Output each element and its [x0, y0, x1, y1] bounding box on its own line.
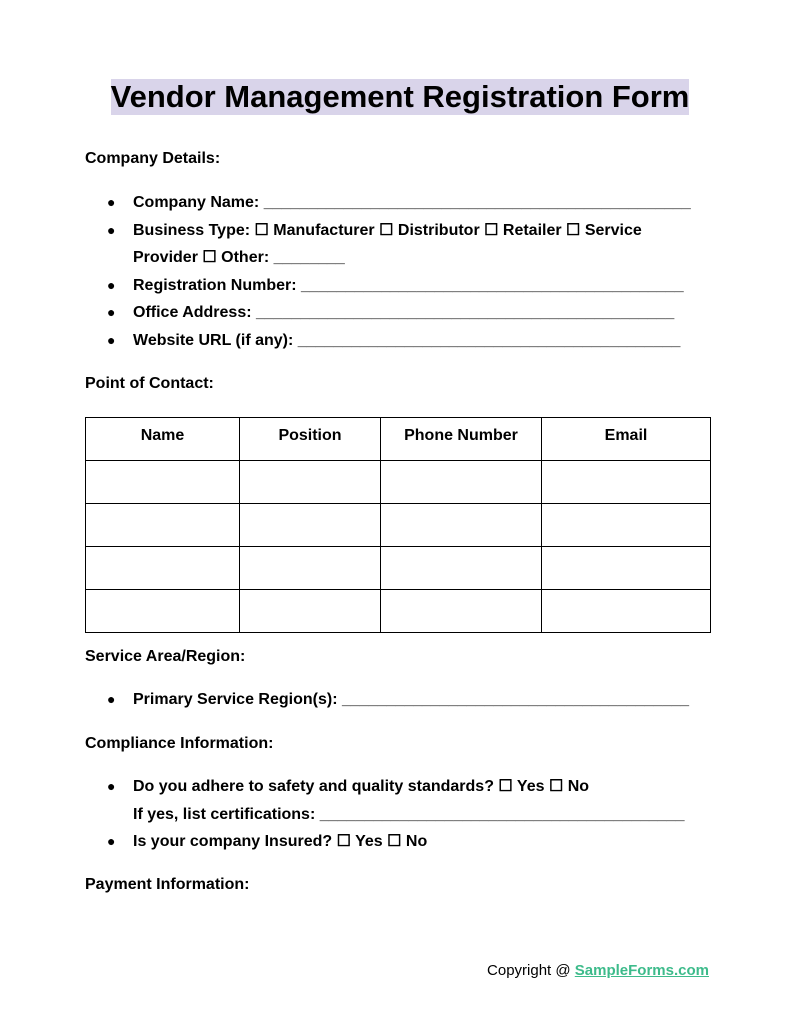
column-header-name: Name: [86, 418, 240, 461]
table-cell[interactable]: [86, 590, 240, 633]
bullet-icon: ●: [107, 194, 116, 210]
bullet-icon: ●: [107, 221, 116, 238]
bullet-icon: ●: [107, 833, 116, 849]
list-item-office-address[interactable]: ● Office Address: _______________________________________________: [85, 299, 715, 327]
list-item-safety-standards[interactable]: ● Do you adhere to safety and quality standards? ☐ Yes ☐ No If yes, list certifications: _________________________________________: [85, 773, 715, 828]
list-item-primary-region[interactable]: ● Primary Service Region(s): _______________________________________: [85, 686, 715, 714]
table-row: [86, 547, 711, 590]
table-cell[interactable]: [86, 461, 240, 504]
brand-link[interactable]: SampleForms.com: [574, 962, 709, 979]
table-header-row: [86, 418, 711, 461]
contact-table: [85, 417, 711, 633]
column-header-phone: Phone Number: [381, 418, 542, 461]
compliance-heading: Compliance Information:: [85, 735, 274, 752]
table-cell[interactable]: [86, 547, 240, 590]
copyright-text: Copyright @: [487, 962, 575, 979]
table-row: [86, 504, 711, 547]
table-row: [86, 590, 711, 633]
table-cell[interactable]: [86, 504, 240, 547]
table-cell[interactable]: [240, 547, 381, 590]
table-cell[interactable]: [542, 547, 711, 590]
compliance-list: [85, 773, 715, 856]
column-header-email: Email: [542, 418, 711, 461]
point-of-contact-heading: Point of Contact:: [85, 375, 214, 392]
list-item-website-url[interactable]: ● Website URL (if any): ___________________________________________: [85, 327, 715, 355]
table-cell[interactable]: [240, 590, 381, 633]
table-cell[interactable]: [542, 461, 711, 504]
list-item-company-name[interactable]: ● Company Name: ________________________________________________: [85, 189, 715, 217]
company-details-list: [85, 189, 715, 354]
bullet-icon: ●: [107, 276, 116, 293]
table-row: [86, 461, 711, 504]
table-cell[interactable]: [381, 590, 542, 633]
company-details-heading: Company Details:: [85, 150, 221, 167]
table-cell[interactable]: [240, 504, 381, 547]
list-item-business-type[interactable]: ● Business Type: ☐ Manufacturer ☐ Distributor ☐ Retailer ☐ Service Provider ☐ Other: ________: [85, 217, 715, 272]
bullet-icon: ●: [107, 331, 116, 348]
table-cell[interactable]: [381, 461, 542, 504]
bullet-icon: ●: [107, 304, 116, 320]
table-cell[interactable]: [240, 461, 381, 504]
table-cell[interactable]: [542, 590, 711, 633]
footer-copyright: [487, 961, 709, 981]
table-cell[interactable]: [542, 504, 711, 547]
table-cell[interactable]: [381, 547, 542, 590]
list-item-registration-number[interactable]: ● Registration Number: ___________________________________________: [85, 272, 715, 300]
list-item-insured[interactable]: ● Is your company Insured? ☐ Yes ☐ No: [85, 828, 715, 856]
service-area-list: [85, 686, 715, 714]
table-cell[interactable]: [381, 504, 542, 547]
title-wrap: [0, 79, 800, 115]
service-area-heading: Service Area/Region:: [85, 648, 246, 665]
payment-heading: Payment Information:: [85, 876, 250, 893]
bullet-icon: ●: [107, 691, 116, 707]
column-header-position: Position: [240, 418, 381, 461]
bullet-icon: ●: [107, 778, 116, 794]
page-title: Vendor Management Registration Form: [110, 79, 690, 114]
